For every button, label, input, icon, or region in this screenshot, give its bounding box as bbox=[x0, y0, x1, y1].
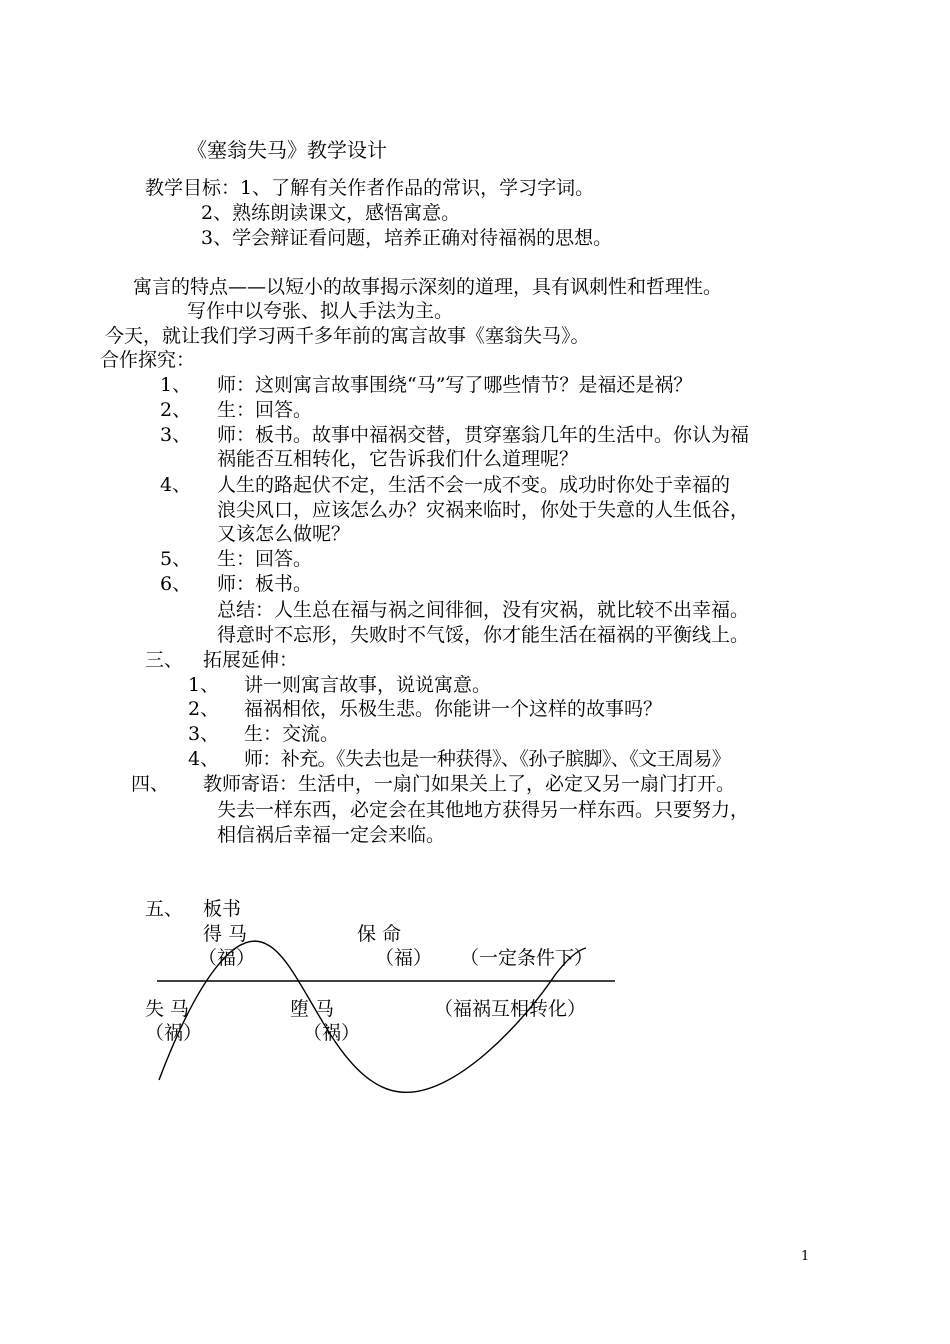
extend-item-num: 3、 bbox=[188, 723, 220, 745]
page-title: 《塞翁失马》教学设计 bbox=[187, 138, 387, 162]
goal-line-1: 教学目标：1、了解有关作者作品的常识，学习字词。 bbox=[145, 177, 595, 199]
board-fu-2: （福） bbox=[375, 947, 433, 969]
board-huo-2: （祸） bbox=[303, 1022, 361, 1044]
intro-line: 今天，就让我们学习两千多年前的寓言故事《塞翁失马》。 bbox=[105, 325, 590, 347]
coop-item-text: 总结：人生总在福与祸之间徘徊，没有灾祸，就比较不出幸福。 bbox=[217, 599, 750, 621]
coop-item-num: 5、 bbox=[160, 548, 192, 570]
message-line: 相信祸后幸福一定会来临。 bbox=[217, 824, 446, 846]
extend-item-text: 生：交流。 bbox=[244, 723, 340, 745]
coop-item-num: 1、 bbox=[160, 374, 192, 396]
coop-item-text: 生：回答。 bbox=[217, 548, 313, 570]
features-line-2: 写作中以夸张、拟人手法为主。 bbox=[187, 300, 454, 322]
board-convert: （福祸互相转化） bbox=[434, 998, 587, 1020]
coop-heading: 合作探究： bbox=[100, 349, 196, 371]
message-line: 失去一样东西，必定会在其他地方获得另一样东西。只要努力， bbox=[217, 799, 750, 821]
extend-item-text: 讲一则寓言故事，说说寓意。 bbox=[244, 674, 492, 696]
board-shi-ma: 失 马 bbox=[145, 998, 190, 1020]
board-de-ma: 得 马 bbox=[203, 923, 248, 945]
board-fu-1: （福） bbox=[198, 947, 256, 969]
board-duo-ma: 堕 马 bbox=[290, 998, 335, 1020]
extend-item-num: 4、 bbox=[188, 748, 220, 770]
coop-item-num: 2、 bbox=[160, 399, 192, 421]
coop-item-num: 3、 bbox=[160, 424, 192, 446]
board-num: 五、 bbox=[145, 898, 184, 920]
extend-item-num: 2、 bbox=[188, 698, 220, 720]
extend-heading: 拓展延伸： bbox=[203, 649, 299, 671]
coop-item-text: 师：板书。故事中福祸交替，贯穿塞翁几年的生活中。你认为福 bbox=[217, 424, 750, 446]
coop-item-text: 师：板书。 bbox=[217, 573, 313, 595]
coop-item-text: 祸能否互相转化，它告诉我们什么道理呢？ bbox=[217, 448, 579, 470]
goal-line-2: 2、熟练朗读课文，感悟寓意。 bbox=[201, 202, 461, 224]
board-wave-curve bbox=[159, 941, 586, 1092]
board-condition: （一定条件下） bbox=[460, 947, 594, 969]
coop-item-text: 浪尖风口，应该怎么办？灾祸来临时，你处于失意的人生低谷， bbox=[217, 499, 750, 521]
board-bao-ming: 保 命 bbox=[357, 923, 402, 945]
extend-item-text: 福祸相依，乐极生悲。你能讲一个这样的故事吗？ bbox=[244, 698, 663, 720]
board-huo-1: （祸） bbox=[145, 1022, 203, 1044]
goal-line-3: 3、学会辩证看问题，培养正确对待福祸的思想。 bbox=[201, 227, 613, 249]
extend-num: 三、 bbox=[145, 649, 184, 671]
board-heading: 板书 bbox=[203, 898, 242, 920]
extend-item-num: 1、 bbox=[188, 674, 220, 696]
coop-item-num: 4、 bbox=[160, 474, 192, 496]
coop-item-text: 又该怎么做呢？ bbox=[217, 523, 351, 545]
message-num: 四、 bbox=[131, 773, 170, 795]
coop-item-text: 得意时不忘形，失败时不气馁，你才能生活在福祸的平衡线上。 bbox=[217, 624, 750, 646]
page-number: 1 bbox=[801, 1249, 810, 1264]
coop-item-text: 师：这则寓言故事围绕“马”写了哪些情节？是福还是祸？ bbox=[217, 374, 693, 396]
coop-item-text: 生：回答。 bbox=[217, 399, 313, 421]
message-line: 教师寄语：生活中，一扇门如果关上了，必定又另一扇门打开。 bbox=[203, 773, 736, 795]
coop-item-num: 6、 bbox=[160, 573, 192, 595]
features-line-1: 寓言的特点——以短小的故事揭示深刻的道理，具有讽刺性和哲理性。 bbox=[133, 276, 723, 298]
extend-item-text: 师：补充。《失去也是一种获得》、《孙子膑脚》、《文王周易》 bbox=[244, 748, 731, 770]
coop-item-text: 人生的路起伏不定，生活不会一成不变。成功时你处于幸福的 bbox=[217, 474, 731, 496]
